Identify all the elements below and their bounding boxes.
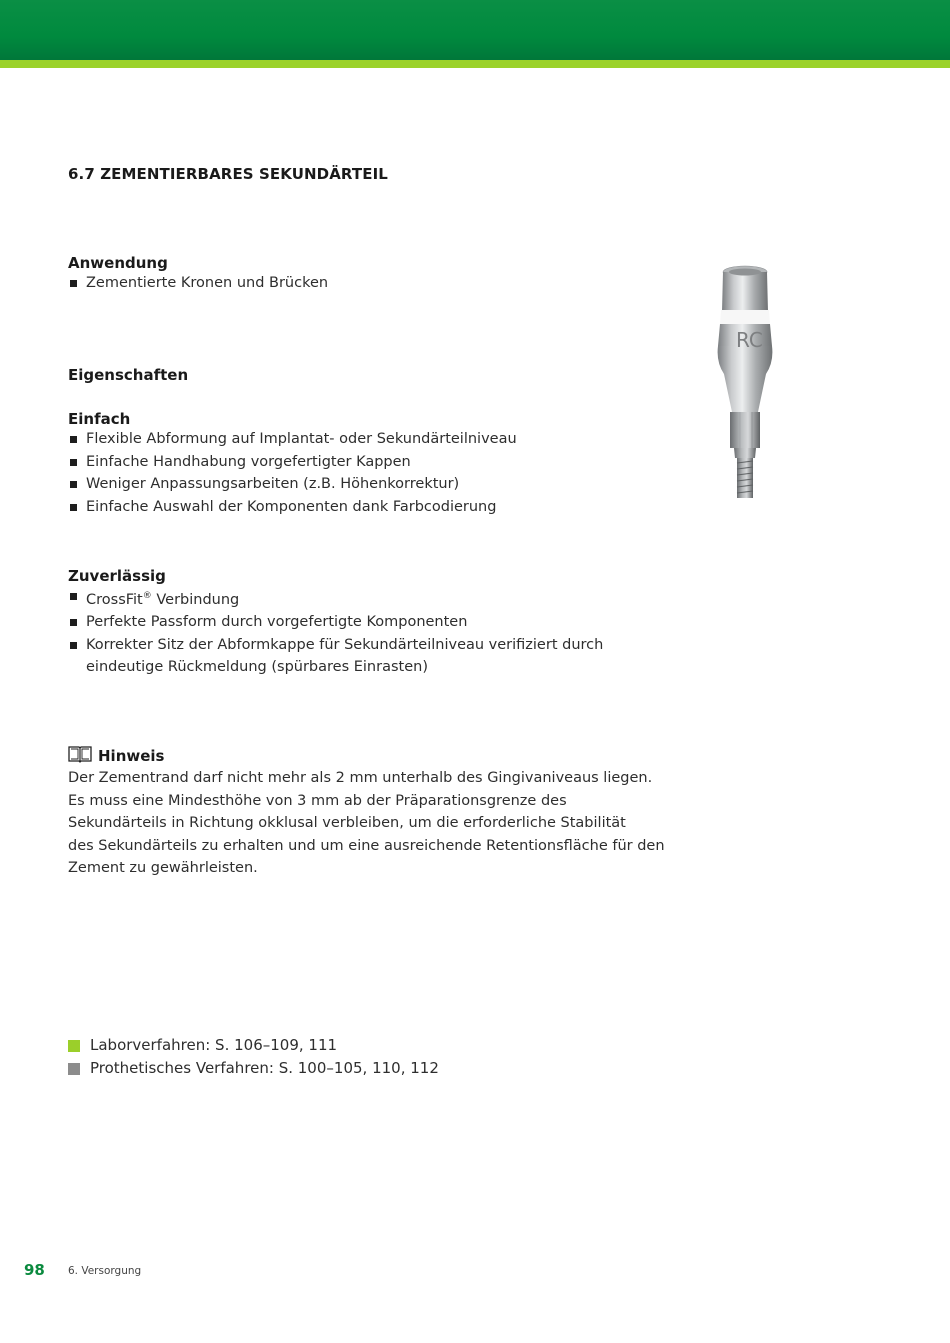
list-item: Einfache Auswahl der Komponenten dank Farbcodierung (68, 496, 668, 519)
bullet-icon (70, 504, 77, 511)
bullet-icon (70, 619, 77, 626)
bullet-icon (70, 642, 77, 649)
list-item: Weniger Anpassungsarbeiten (z.B. Höhenkorrektur) (68, 473, 668, 496)
zuverlaessig-list (68, 585, 688, 679)
bullet-icon (70, 436, 77, 443)
reference-prothetisches-verfahren: Prothetisches Verfahren: S. 100–105, 110, 112 (68, 1057, 439, 1080)
list-item: CrossFit® Verbindung (68, 585, 688, 611)
header-accent-stripe (0, 60, 950, 68)
list-item: Korrekter Sitz der Abformkappe für Sekundärteilniveau verifiziert durch eindeutige Rückmeldung (spürbares Einrasten) (68, 634, 688, 679)
bullet-icon (70, 459, 77, 466)
zuverlaessig-block (68, 567, 688, 679)
einfach-heading: Einfach (68, 410, 131, 428)
lime-square-icon (68, 1040, 80, 1052)
section-title: 6.7 ZEMENTIERBARES SEKUNDÄRTEIL (68, 165, 388, 183)
abutment-image (700, 262, 800, 512)
hinweis-heading: Hinweis (68, 745, 688, 767)
anwendung-heading: Anwendung (68, 254, 168, 272)
list-item: Flexible Abformung auf Implantat- oder Sekundärteilniveau (68, 428, 668, 451)
eigenschaften-heading: Eigenschaften (68, 366, 189, 384)
references-block (68, 1034, 439, 1080)
header-band (0, 0, 950, 60)
footer-section-label: 6. Versorgung (68, 1265, 142, 1277)
book-icon (68, 745, 92, 767)
rc-label: RC (736, 328, 763, 352)
gray-square-icon (68, 1063, 80, 1075)
list-item: Perfekte Passform durch vorgefertigte Komponenten (68, 611, 688, 634)
anwendung-list (68, 272, 628, 295)
page-number: 98 (24, 1261, 45, 1279)
anwendung-block (68, 254, 628, 295)
einfach-block (68, 410, 668, 518)
hinweis-block (68, 745, 688, 880)
list-item: Zementierte Kronen und Brücken (68, 272, 628, 295)
hinweis-text: Der Zementrand darf nicht mehr als 2 mm unterhalb des Gingivaniveaus liegen. Es muss eine Mindesthöhe von 3 mm ab der Präparationsgrenze des Sekundärteils in Richtung okklusal verbleiben, um die erforderliche Stabilität des Sekundärteils zu erhalten und um eine ausreichende Retentionsfläche für den Zement zu gewährleisten. (68, 770, 665, 876)
reference-laborverfahren: Laborverfahren: S. 106–109, 111 (68, 1034, 439, 1057)
list-item: Einfache Handhabung vorgefertigter Kappen (68, 451, 668, 474)
bullet-icon (70, 593, 77, 600)
einfach-list (68, 428, 668, 518)
bullet-icon (70, 481, 77, 488)
zuverlaessig-heading: Zuverlässig (68, 567, 166, 585)
bullet-icon (70, 280, 77, 287)
